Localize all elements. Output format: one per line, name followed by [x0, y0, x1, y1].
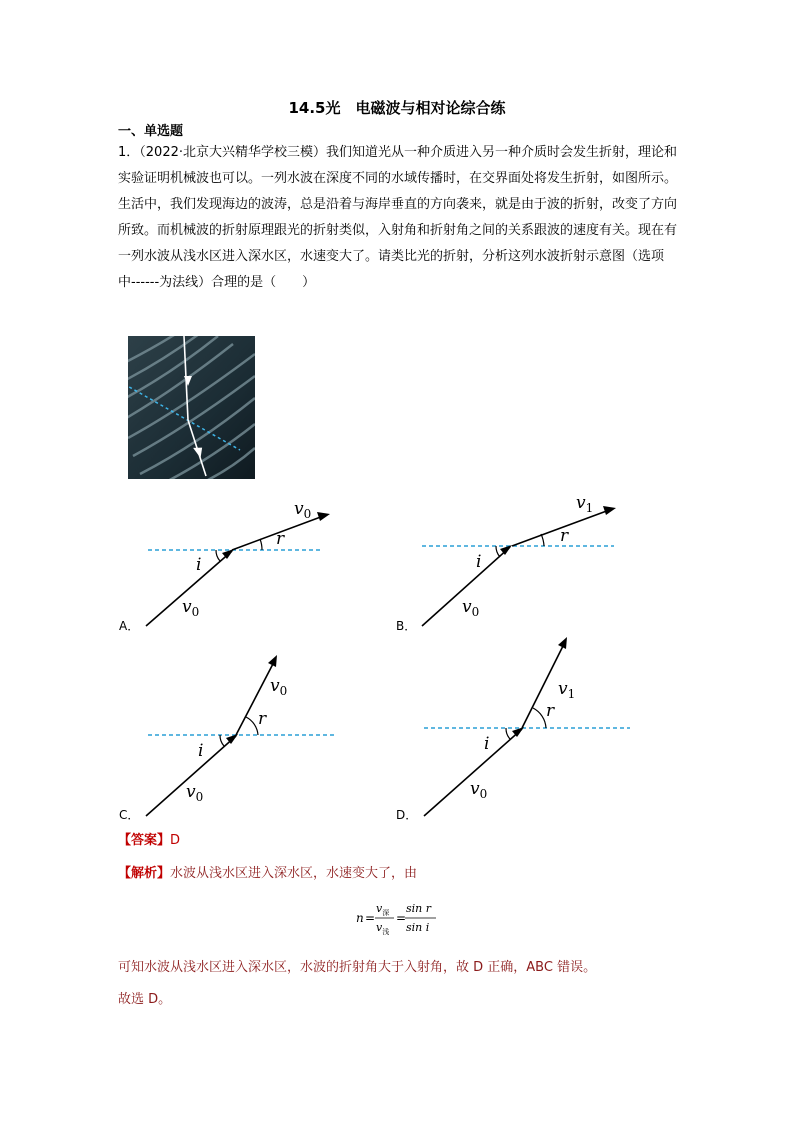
option-a-diagram [140, 496, 340, 636]
option-c-angle-r: r [258, 709, 267, 729]
option-c-angle-i: i [198, 741, 204, 761]
answer-line [118, 829, 180, 848]
analysis-text: 水波从浅水区进入深水区，水速变大了，由 [170, 866, 418, 881]
page-title: 14.5光 电磁波与相对论综合练 [288, 99, 506, 117]
option-c-label: C． [119, 808, 140, 822]
analysis-final: 故选 D。 [118, 992, 172, 1007]
option-c-diagram [140, 650, 340, 820]
section-heading: 一、单选题 [118, 124, 184, 139]
option-d-angle-r: r [546, 701, 555, 721]
option-d-v-out: $v_1$ [558, 679, 576, 701]
analysis-line [118, 862, 417, 881]
option-b-v-in: $v_0$ [462, 597, 480, 619]
answer-value: D [170, 833, 181, 848]
svg-text:sin r: sin r [406, 902, 432, 915]
svg-text:v深: $v_深$ [376, 902, 390, 917]
option-d-label: D． [396, 808, 418, 822]
option-d-diagram [418, 630, 633, 820]
option-a-v-in: $v_0$ [182, 597, 200, 619]
option-b-angle-i: i [476, 552, 482, 572]
option-b-v-out: $v_1$ [576, 493, 594, 515]
analysis-conclusion: 可知水波从浅水区进入深水区，水波的折射角大于入射角，故 D 正确，ABC 错误。 [118, 960, 597, 975]
svg-text:=: = [396, 911, 407, 925]
refraction-formula [354, 897, 444, 939]
option-b-label: B． [396, 619, 417, 633]
wave-photo [128, 336, 255, 479]
option-c-v-out: $v_0$ [270, 676, 288, 698]
option-b-diagram [416, 490, 626, 635]
svg-text:sin i: sin i [406, 921, 430, 934]
svg-text:=: = [365, 911, 376, 925]
svg-text:v浅: $v_浅$ [376, 921, 390, 936]
option-d-v-in: $v_0$ [470, 779, 488, 801]
option-a-angle-i: i [196, 555, 202, 575]
svg-text:n: n [356, 911, 364, 925]
option-a-angle-r: r [276, 529, 285, 549]
question-text: 1．（2022·北京大兴精华学校三模）我们知道光从一种介质进入另一种介质时会发生折射，理论和实验证明机械波也可以。一列水波在深度不同的水域传播时，在交界面处将发生折射，如图所示。生活中，我们发现海边的波涛，总是沿着与海岸垂直的方向袭来，就是由于波的折射，改变了方向所致。而机械波的折射原理跟光的折射类似，入射角和折射角之间的关系跟波的速度有关。现在有一列水波从浅水区进入深水区，水速变大了。请类比光的折射，分析这列水波折射示意图（选项中------为法线）合理的是（ ） [118, 145, 678, 290]
analysis-bracket: 【解析】 [118, 866, 171, 881]
answer-bracket: 【答案】 [118, 833, 171, 848]
option-a-v-out: $v_0$ [294, 499, 312, 521]
option-d-angle-i: i [484, 734, 490, 754]
option-a-label: A． [119, 619, 140, 633]
option-c-v-in: $v_0$ [186, 782, 204, 804]
option-b-angle-r: r [560, 526, 569, 546]
